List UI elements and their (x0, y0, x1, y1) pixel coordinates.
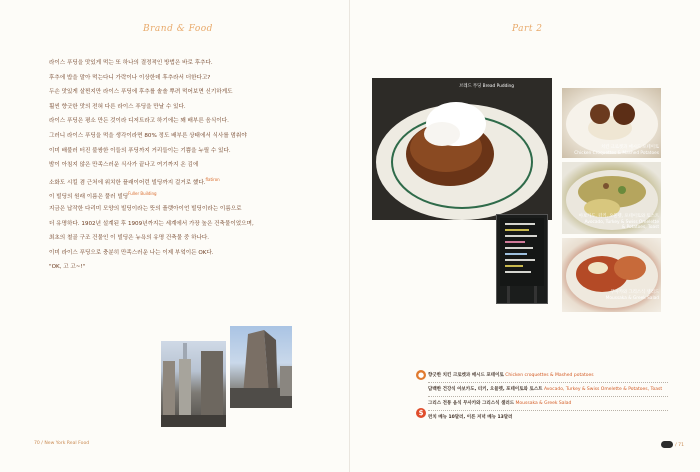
menu-info-ko: 그리스 전통 음식 무사카와 그리스식 샐러드 (428, 401, 515, 406)
caption-omelette-en: Avocado, Turkey & Swiss Omelette (584, 219, 659, 225)
caption-omelette-ko: 아보카도, 터키, 오물렛, 포테이토와 토스트 (578, 214, 659, 219)
menu-info-ko: 담백한 건강식 아보카도, 터키, 오믈렛, 포테이토와 토스트 (428, 387, 543, 392)
body-line: 라이스 푸딩을 맛있게 먹는 또 하나의 결정적인 방법은 바로 후추다. (49, 60, 213, 66)
folio-left: 70 / New York Real Food (34, 441, 90, 446)
body-line (49, 187, 311, 202)
menu-info-row (428, 397, 668, 411)
caption-croquettes (574, 145, 659, 156)
body-line: 최초의 철골 구조 건물인 이 빌딩은 뉴욕의 유명 건축물 중 하나다. (49, 235, 210, 242)
menu-info-en: Chicken croquettes & Mashed potatoes (505, 373, 594, 378)
footnote-fuller: Fuller Building (128, 191, 157, 197)
body-line: 라이스 푸딩은 평소 만든 것이라 디저트라고 하기에는 꽤 배부른 음식이다. (49, 118, 229, 125)
menu-info-list (428, 369, 668, 424)
chalkboard-menu-photo (496, 214, 548, 304)
body-line: 밤이 아침지 않은 만족스러운 식사가 끝나고 여기까지 온 김에 (49, 162, 199, 169)
caption-croquettes-en: Chicken Croquettes & Mashed Potatoes (574, 150, 659, 156)
body-line: "OK, 고 고~!" (49, 264, 86, 271)
caption-omelette (579, 214, 659, 231)
body-line (49, 173, 311, 188)
menu-info-row (428, 383, 668, 397)
menu-info-ko: 향긋한 치킨 크로켓과 매시드 포테이토 (428, 373, 504, 378)
folio-right (661, 441, 684, 448)
chapter-title-left: Brand & Food (143, 24, 213, 34)
chapter-title-right: Part 2 (512, 24, 543, 34)
body-line: 지금은 납작한 다리미 모양의 빌딩이라는 뜻의 플랫아이언 빌딩이라는 이름으로 (49, 205, 242, 212)
body-line: 두손 맛있게 살찐지만 라이스 푸딩에 후추를 솔솔 뿌려 먹어보면 신기하게도 (49, 89, 233, 96)
page-marker-icon (661, 441, 673, 448)
caption-moussaka (606, 290, 659, 301)
bread-pudding-photo (372, 78, 552, 220)
body-text (49, 56, 311, 275)
menu-info-row (428, 369, 668, 383)
caption-moussaka-ko: 무사카와 그리스식 샐러드 (610, 290, 659, 295)
body-line: 이미 라이스 푸딩으로 충분히 만족스러운 나는 이제 부엌이든 OK다. (49, 249, 214, 256)
street-photo (161, 341, 226, 427)
dish-icon: ● (417, 371, 425, 379)
menu-info-row (428, 411, 668, 424)
money-icon: $ (416, 408, 426, 418)
caption-omelette-en2: & Potatoes, Toast (621, 225, 659, 231)
menu-info-en: Avocado, Turkey & Swiss Omelette & Potatoes, Toast (543, 387, 663, 392)
folio-right-text: / 71 (675, 443, 684, 448)
body-line: 훨씬 향긋한 맛의 전혀 다른 라이스 푸딩을 만날 수 있다. (49, 103, 186, 110)
body-line: 이미 배불러 터진 불쌍한 이들의 푸딩까지 거리들이는 기쁨을 누릴 수 있다. (49, 147, 231, 154)
body-line-text: 이 빌딩의 원래 이름은 풀러 빌딩 (49, 194, 129, 201)
caption-croquettes-ko: 치킨 크로켓과 매시드 포테이토 (600, 145, 659, 150)
menu-info-ko: 런치 메뉴 10달러, 이른 저녁 메뉴 13달러 (428, 415, 513, 420)
body-line: 그러니 라이스 푸딩을 먹을 생각이라면 80% 정도 배부른 상태에서 식사를 멈춰야 (49, 132, 247, 139)
body-line-text: 소화도 시킬 겸 근처에 위치한 플래이어런 빌딩까지 걸거로 했다. (49, 179, 206, 186)
menu-info-en: Moussaka & Greek Salad (515, 401, 572, 406)
body-line: 더 유명하다. 1902년 설계된 후 1909년까지는 세계에서 가장 높은 건축물이었으며, (49, 220, 254, 227)
caption-moussaka-en: Moussaka & Greek Salad (605, 295, 659, 301)
footnote-flatiron: flatiron (205, 176, 220, 182)
caption-bread-pudding: 브레드 푸딩 Bread Pudding (459, 84, 514, 89)
body-line: 후추에 밥을 말아 먹는다니 가락이나 이상한데 후추라서 더한다고? (49, 74, 211, 81)
flatiron-building-photo (230, 326, 292, 408)
